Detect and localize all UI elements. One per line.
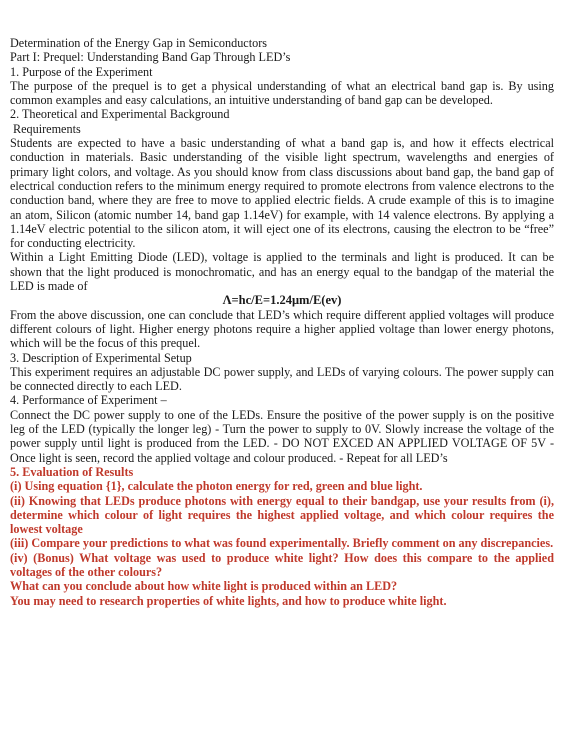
question-4: (iv) (Bonus) What voltage was used to produce white light? How does this compare to the applied voltages of the other colours? [10,550,554,579]
section-2-paragraph-3: From the above discussion, one can conclude that LED’s which require different applied voltages will produce different colours of light. Higher energy photons require a higher applied voltage than lower energy photons, which will be the focus of this prequel. [10,307,554,351]
doc-title: Determination of the Energy Gap in Semiconductors [10,36,268,50]
question-3: (iii) Compare your predictions to what was found experimentally. Briefly comment on any discrepancies. [10,536,554,551]
section-1-body: The purpose of the prequel is to get a physical understanding of what an electrical band gap is. By using common examples and easy calculations, an intuitive understanding of band gap can be developed. [10,78,554,108]
section-1-heading: 1. Purpose of the Experiment [10,64,153,79]
section-2-subheading: Requirements [13,121,81,136]
question-6: You may need to research properties of white lights, and how to produce white light. [10,593,447,608]
question-2: (ii) Knowing that LEDs produce photons with energy equal to their bandgap, use your results from (i), determine which colour of light requires the highest applied voltage, and which colour requires the lowest voltage [10,493,554,537]
section-2-paragraph-2: Within a Light Emitting Diode (LED), voltage is applied to the terminals and light is produced. It can be shown that the light produced is monochromatic, and has an energy equal to the bandgap of the material the LED is made of [10,250,554,294]
part-heading: Part I: Prequel: Understanding Band Gap Through LED’s [10,50,291,65]
equation: Λ=hc/E=1.24μm/E(ev) [222,293,342,308]
section-2-paragraph-1: Students are expected to have a basic understanding of what a band gap is, and how it effects electrical conduction in materials. Basic understanding of the visible light spectrum, wavelengths and energies of primary light colors, and voltage. As you should know from class discussions about band gap, the band gap of electrical conduction refers to the minimum energy required to promote electrons from valence electrons to the conduction band, where they are free to move to applied electric fields. A crude example of this is to imagine an atom, Silicon (atomic number 14, band gap 1.14eV) for example, with 14 valence electrons. By applying a 1.14eV electric potential to the silicon atom, it will eject one of its electrons, causing the electron to be “free” for conducting electricity. [10,136,554,251]
section-2-heading: 2. Theoretical and Experimental Background [10,107,230,122]
section-4-heading: 4. Performance of Experiment – [10,393,167,408]
document-page [10,36,554,608]
section-3-body: This experiment requires an adjustable DC power supply, and LEDs of varying colours. The power supply can be connected directly to each LED. [10,364,554,394]
section-3-heading: 3. Description of Experimental Setup [10,350,192,365]
question-5: What can you conclude about how white light is produced within an LED? [10,579,398,594]
question-1: (i) Using equation {1}, calculate the photon energy for red, green and blue light. [10,479,423,494]
section-4-body: Connect the DC power supply to one of the LEDs. Ensure the positive of the power supply is on the positive leg of the LED (typically the longer leg) - Turn the power to supply to 0V. Slowly increase the voltage of the power supply until light is produced from the LED. - DO NOT EXCED AN APPLIED VOLTAGE OF 5V - Once light is seen, record the applied voltage and colour produced. - Repeat for all LED’s [10,407,554,465]
section-5-heading: 5. Evaluation of Results [10,464,134,479]
